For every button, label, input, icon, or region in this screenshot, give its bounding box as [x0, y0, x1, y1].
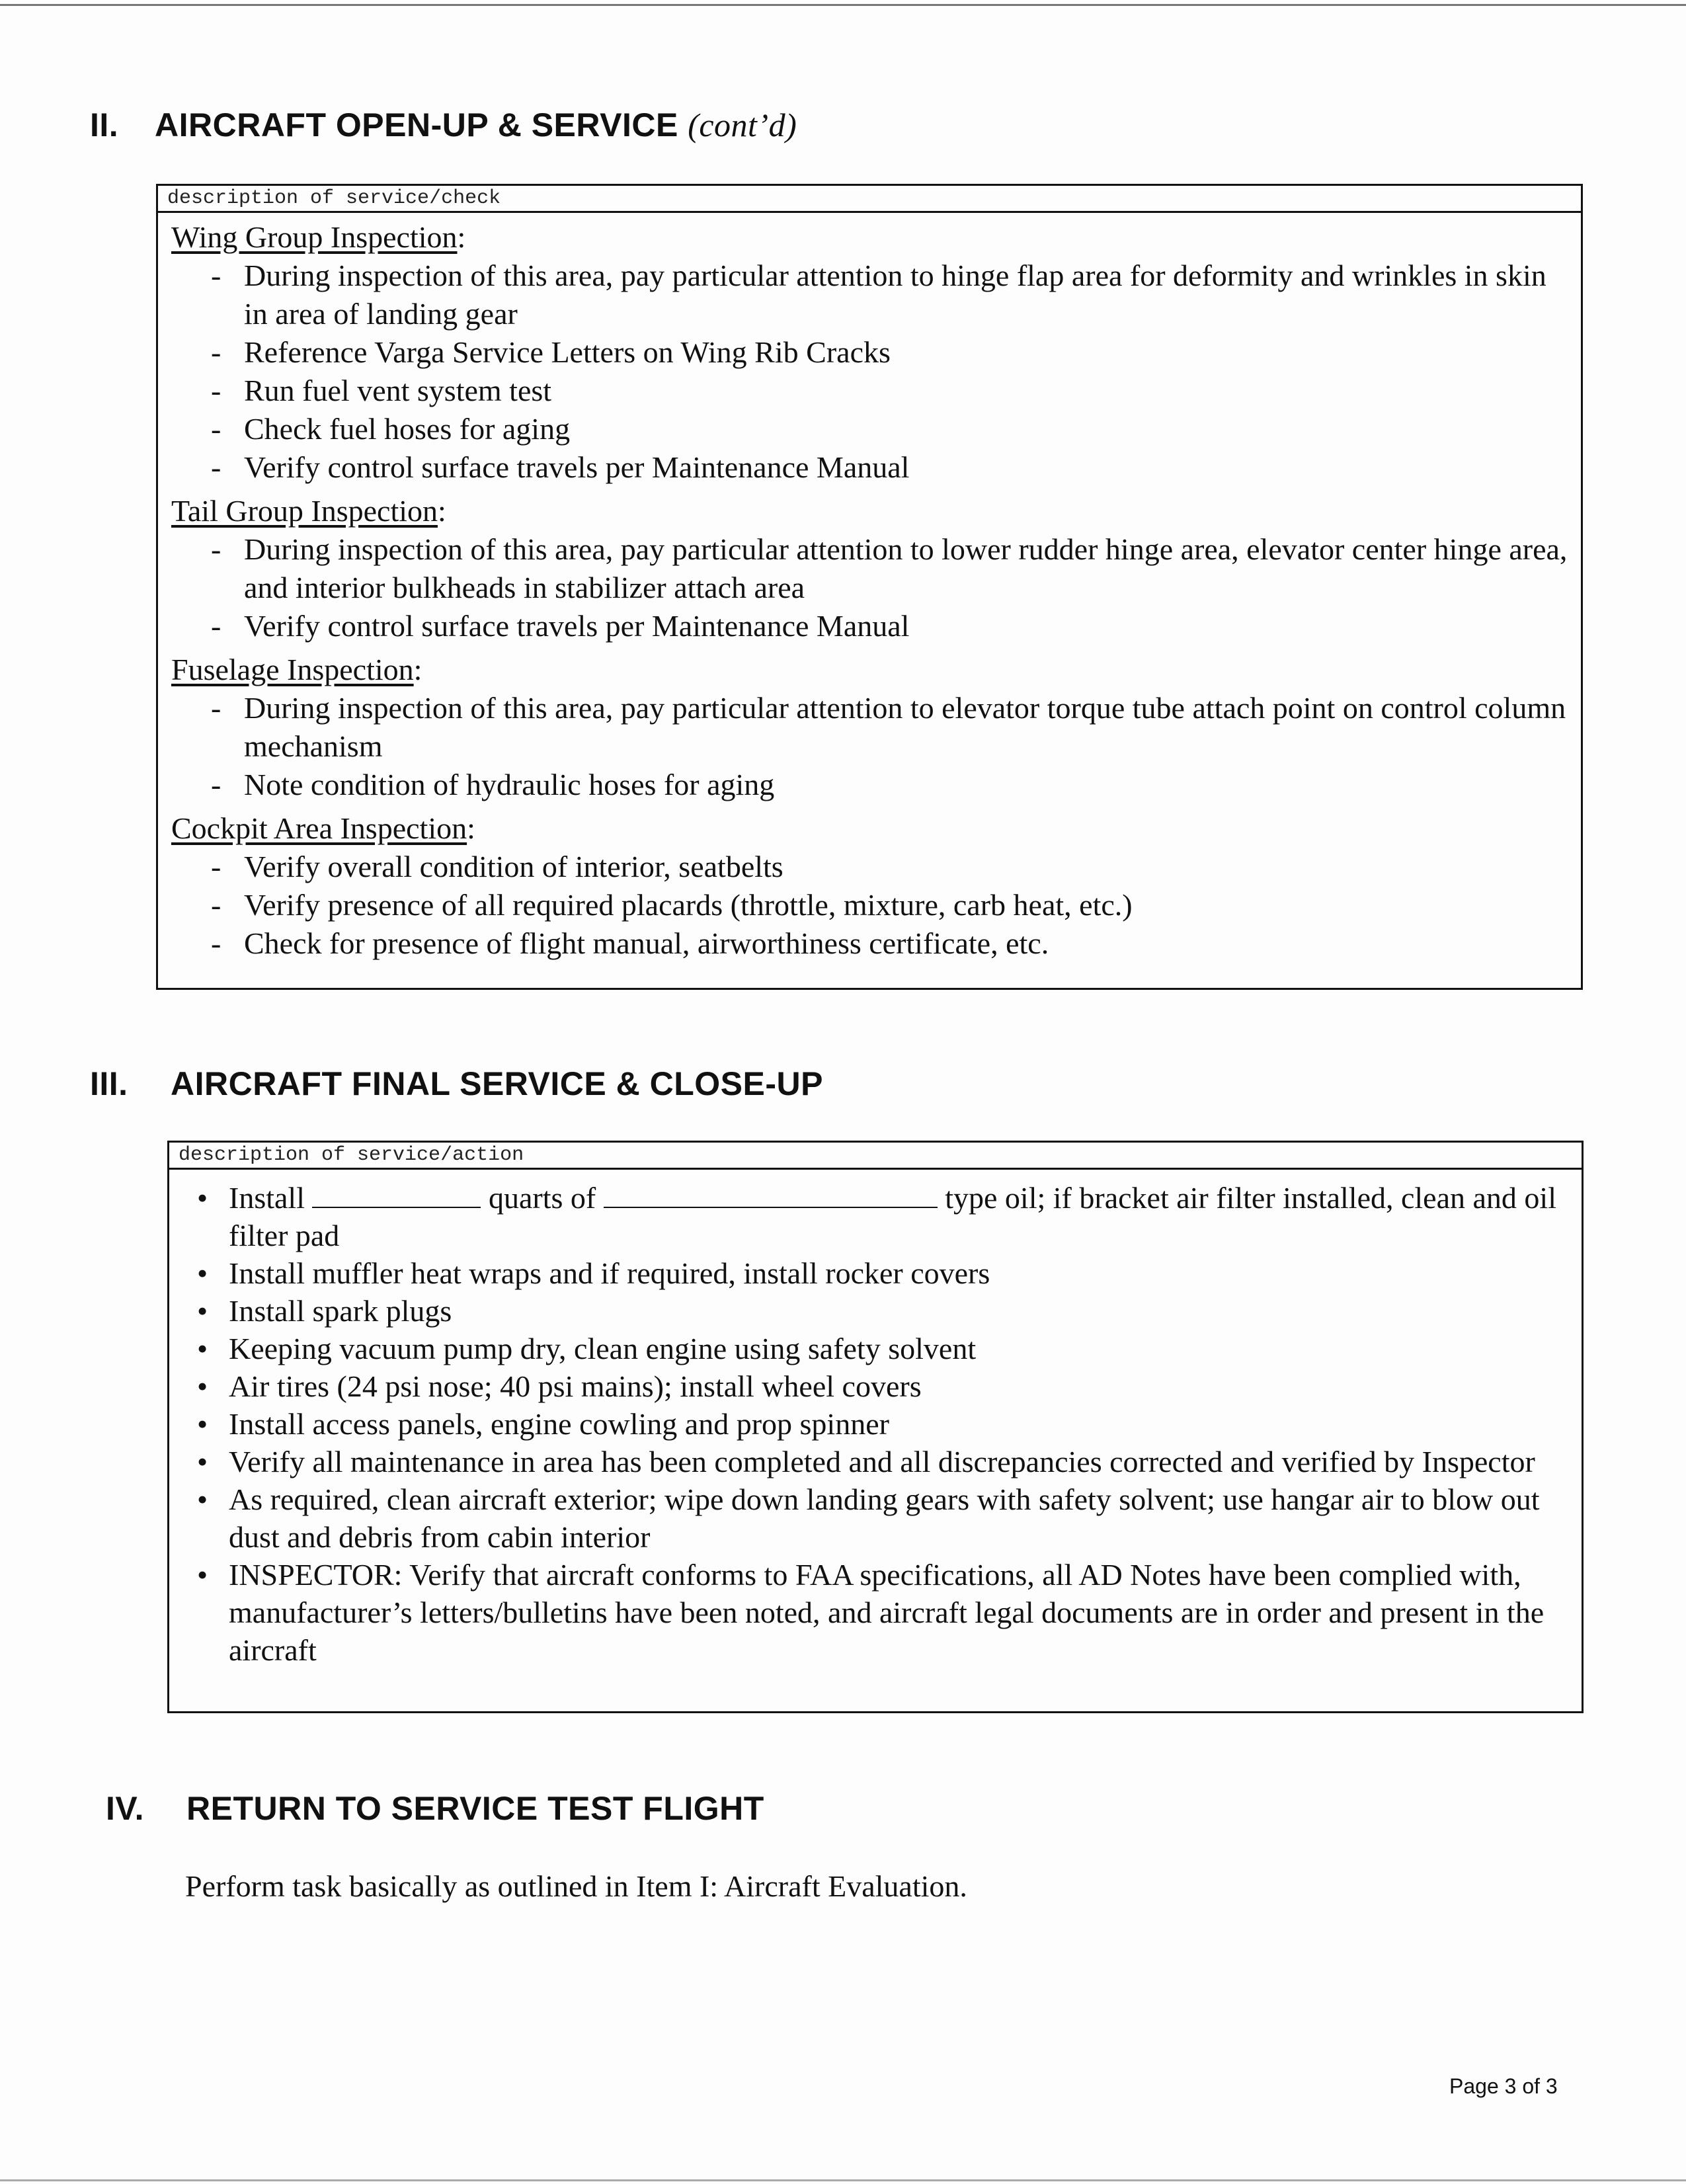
section-ii-table-header: description of service/check	[158, 186, 1581, 213]
oil-item-install-label: Install	[229, 1181, 305, 1215]
inspection-group-title-text: Fuselage Inspection	[171, 653, 414, 686]
oil-item-quarts-label: quarts of	[488, 1181, 596, 1215]
section-iv-body: Perform task basically as outlined in Item I: Aircraft Evaluation.	[185, 1869, 967, 1903]
oil-quarts-blank[interactable]	[312, 1183, 481, 1208]
section-ii-title-suffix: (cont’d)	[688, 106, 797, 143]
section-iii-table-body	[169, 1170, 1582, 1669]
section-ii-number: II.	[90, 106, 119, 143]
inspection-group	[171, 492, 1568, 645]
checklist-item: • Install access panels, engine cowling and prop spinner	[196, 1405, 1568, 1443]
section-iv-title: RETURN TO SERVICE TEST FLIGHT	[186, 1790, 764, 1827]
section-iii-table-header: description of service/action	[169, 1143, 1582, 1170]
oil-type-blank[interactable]	[604, 1183, 938, 1208]
checklist-item: • Keeping vacuum pump dry, clean engine using safety solvent	[196, 1330, 1568, 1367]
inspection-group-title-colon: :	[413, 653, 422, 686]
inspection-item-list	[171, 689, 1568, 804]
section-iii-number: III.	[90, 1065, 128, 1102]
inspection-item: - Reference Varga Service Letters on Wing Rib Cracks	[211, 333, 1568, 372]
section-ii-title: AIRCRAFT OPEN-UP & SERVICE	[155, 106, 678, 143]
checklist-item: • Air tires (24 psi nose; 40 psi mains); install wheel covers	[196, 1367, 1568, 1405]
inspection-group-title	[171, 218, 1568, 257]
section-iii-table	[167, 1141, 1584, 1713]
inspection-item: - Check fuel hoses for aging	[211, 410, 1568, 448]
inspection-group-title	[171, 809, 1568, 848]
section-iv-heading	[106, 1789, 764, 1828]
page-number: Page 3 of 3	[1449, 2074, 1558, 2098]
inspection-item-list	[171, 530, 1568, 645]
inspection-group-title	[171, 651, 1568, 689]
checklist-item-oil	[196, 1179, 1568, 1254]
inspection-item-list	[171, 257, 1568, 487]
inspection-item: - During inspection of this area, pay particular attention to lower rudder hinge area, elevator center hinge area, and interior bulkheads in stabilizer attach area	[211, 530, 1568, 607]
inspection-item: - Verify control surface travels per Maintenance Manual	[211, 448, 1568, 487]
inspection-group-title-colon: :	[467, 811, 475, 845]
scan-edge-top	[0, 4, 1686, 6]
checklist-item: • INSPECTOR: Verify that aircraft conforms to FAA specifications, all AD Notes have been complied with, manufacturer’s letters/bulletins have been noted, and aircraft legal documents are in order and present in the aircraft	[196, 1556, 1568, 1669]
inspection-item: - Verify presence of all required placards (throttle, mixture, carb heat, etc.)	[211, 886, 1568, 924]
inspection-group-title-colon: :	[457, 220, 466, 254]
checklist-item: • Verify all maintenance in area has been completed and all discrepancies corrected and verified by Inspector	[196, 1443, 1568, 1480]
section-ii-heading	[90, 106, 797, 144]
inspection-group-title-text: Wing Group Inspection	[171, 220, 458, 254]
inspection-item: - Note condition of hydraulic hoses for aging	[211, 766, 1568, 804]
section-iv-number: IV.	[106, 1790, 145, 1827]
inspection-item: - During inspection of this area, pay particular attention to hinge flap area for deformity and wrinkles in skin in area of landing gear	[211, 257, 1568, 333]
inspection-group	[171, 809, 1568, 963]
inspection-item: - During inspection of this area, pay particular attention to elevator torque tube attach point on control column mechanism	[211, 689, 1568, 766]
inspection-item: - Verify overall condition of interior, seatbelts	[211, 848, 1568, 886]
section-iii-title: AIRCRAFT FINAL SERVICE & CLOSE-UP	[171, 1065, 823, 1102]
inspection-group	[171, 218, 1568, 487]
inspection-group-title-colon: :	[438, 494, 446, 528]
scan-edge-bottom	[0, 2179, 1686, 2181]
inspection-group	[171, 651, 1568, 804]
inspection-item-list	[171, 848, 1568, 963]
checklist-item: • Install muffler heat wraps and if required, install rocker covers	[196, 1254, 1568, 1292]
oil-item-type-text: type oil; if bracket air filter installed, clean and oil filter pad	[229, 1181, 1556, 1252]
inspection-group-title	[171, 492, 1568, 530]
checklist-item: • Install spark plugs	[196, 1292, 1568, 1330]
inspection-item: - Verify control surface travels per Maintenance Manual	[211, 607, 1568, 645]
section-ii-table	[156, 184, 1583, 990]
section-ii-table-body	[158, 213, 1581, 963]
inspection-group-title-text: Cockpit Area Inspection	[171, 811, 467, 845]
section-iii-heading	[90, 1065, 823, 1103]
inspection-group-title-text: Tail Group Inspection	[171, 494, 438, 528]
section-iii-checklist	[182, 1179, 1568, 1669]
checklist-item: • As required, clean aircraft exterior; wipe down landing gears with safety solvent; use hangar air to blow out dust and debris from cabin interior	[196, 1480, 1568, 1556]
inspection-item: - Run fuel vent system test	[211, 372, 1568, 410]
inspection-item: - Check for presence of flight manual, airworthiness certificate, etc.	[211, 924, 1568, 963]
